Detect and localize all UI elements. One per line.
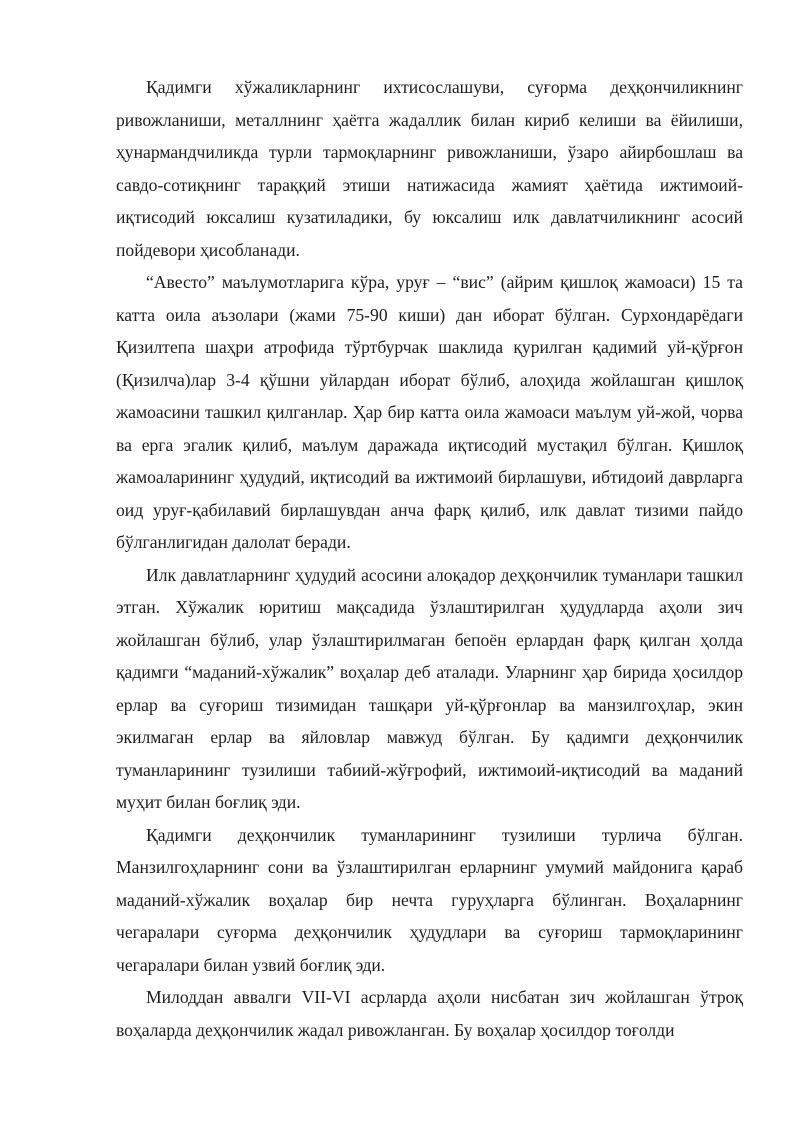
paragraph-4: Қадимги деҳқончилик туманларининг тузилиши турлича бўлган. Манзилгоҳларнинг сони ва ўзлаштирилган ерларнинг умумий майдонига қараб маданий-хўжалик воҳалар бир нечта гуруҳларга бўлинган. Воҳаларнинг чегаралари суғорма деҳқончилик ҳудудлари ва суғориш тармоқларининг чегаралари билан узвий боғлиқ эди. — [116, 824, 743, 975]
paragraph-3: Илк давлатларнинг ҳудудий асосини алоқадор деҳқончилик туманлари ташкил этган. Хўжалик юритиш мақсадида ўзлаштирилган ҳудудларда аҳоли зич жойлашган бўлиб, улар ўзлаштирилмаган бепоён ерлардан фарқ қилган ҳолда қадимги “маданий-хўжалик” воҳалар деб аталади. Уларнинг ҳар бирида ҳосилдор ерлар ва суғориш тизимидан ташқари уй-қўрғонлар ва манзилгоҳлар, экин экилмаган ерлар ва яйловлар мавжуд бўлган. Бу қадимги деҳқончилик туманларининг тузилиши табиий-жўғрофий, ижтимоий-иқтисодий ва маданий муҳит билан боғлиқ эди. — [116, 564, 743, 812]
paragraph-2: “Авесто” маълумотларига кўра, уруғ – “вис” (айрим қишлоқ жамоаси) 15 та катта оила аъзолари (жами 75-90 киши) дан иборат бўлган. Сурхондарёдаги Қизилтепа шаҳри атрофида тўртбурчак шаклида қурилган қадимий уй-қўрғон (Қизилча)лар 3-4 қўшни уйлардан иборат бўлиб, алоҳида жойлашган қишлоқ жамоасини ташкил қилганлар. Ҳар бир катта оила жамоаси маълум уй-жой, чорва ва ерга эгалик қилиб, маълум даражада иқтисодий мустақил бўлган. Қишлоқ жамоаларининг ҳудудий, иқтисодий ва ижтимоий бирлашуви, ибтидоий даврларга оид уруғ-қабилавий бирлашувдан анча фарқ қилиб, илк давлат тизими пайдо бўлганлигидан далолат беради. — [116, 272, 743, 552]
paragraph-5: Милоддан аввалги VII-VI асрларда аҳоли нисбатан зич жойлашган ўтроқ воҳаларда деҳқончилик жадал ривожланган. Бу воҳалар ҳосилдор тоғолди — [116, 987, 743, 1040]
paragraph-1: Қадимги хўжаликларнинг ихтисослашуви, суғорма деҳқончиликнинг ривожланиши, металлнинг ҳаётга жадаллик билан кириб келиши ва ёйилиши, ҳунармандчиликда турли тармоқларнинг ривожланиши, ўзаро айирбошлаш ва савдо-сотиқнинг тараққий этиши натижасида жамият ҳаётида ижтимоий-иқтисодий юксалиш кузатиладики, бу юксалиш илк давлатчиликнинг асосий пойдевори ҳисобланади. — [116, 77, 743, 260]
body-text — [116, 71, 743, 1046]
